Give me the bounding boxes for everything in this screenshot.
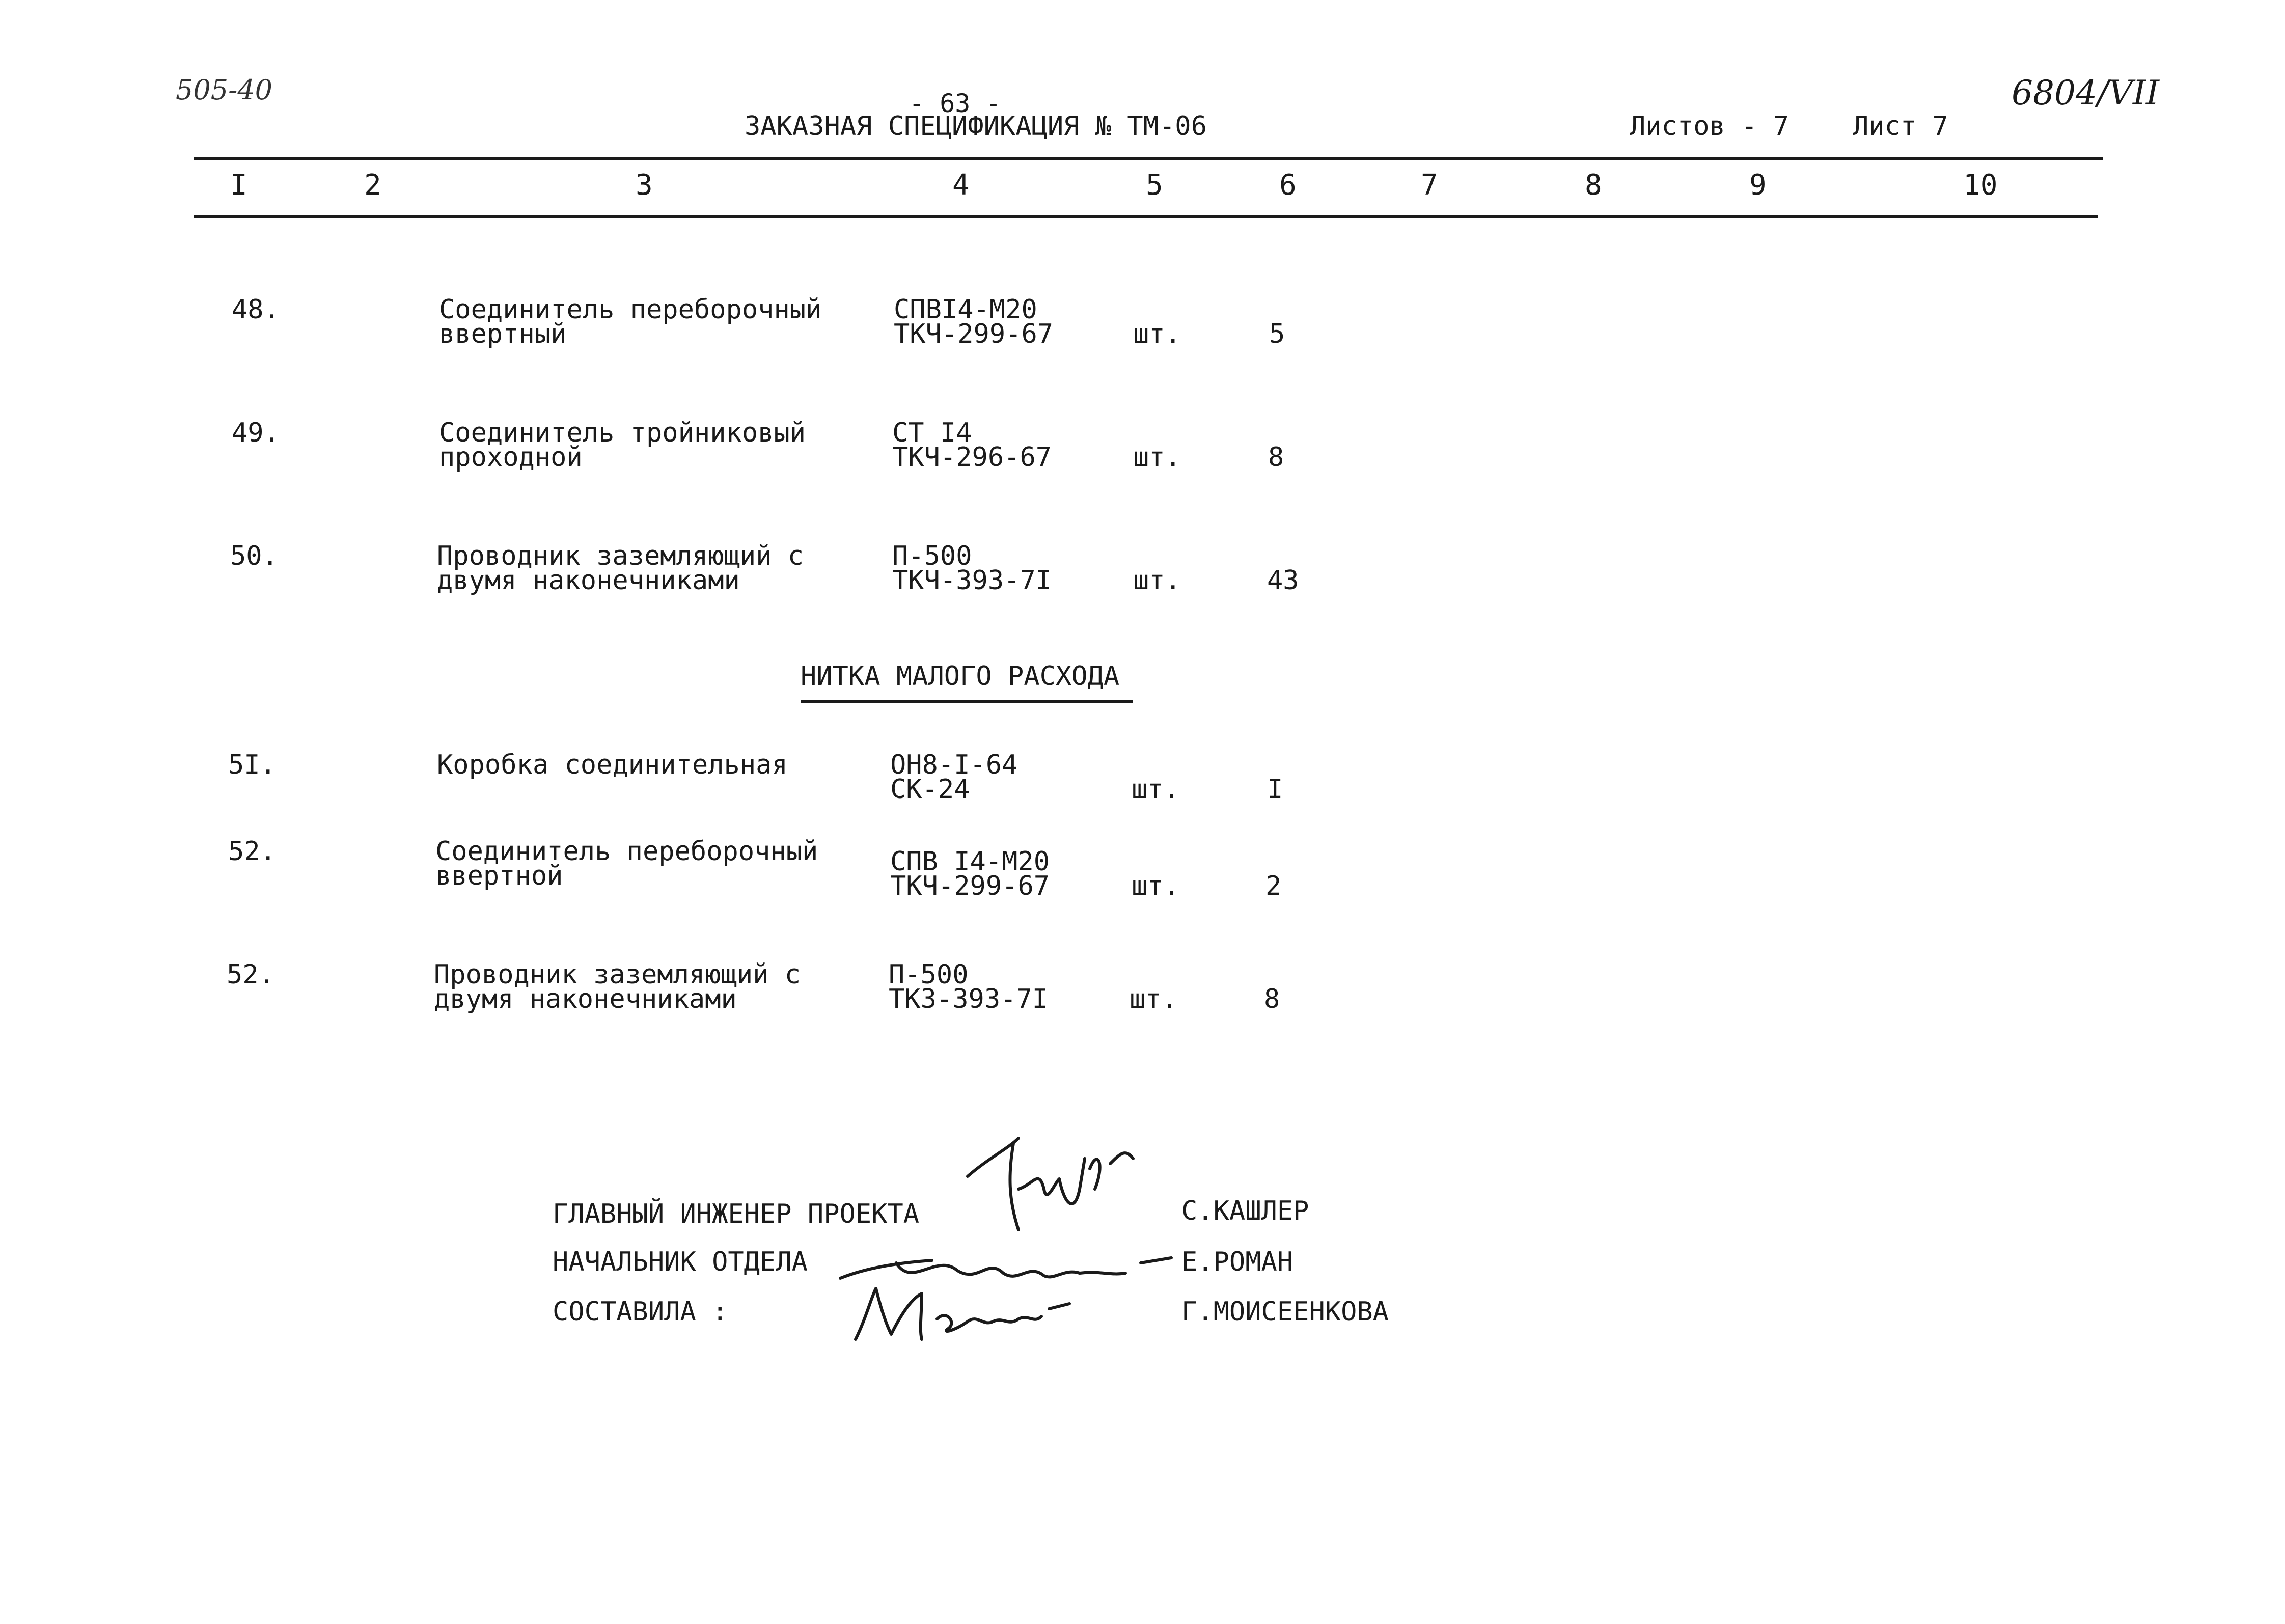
signer-name: С.КАШЛЕР: [1181, 1196, 1309, 1226]
header-top-rule: [194, 157, 2103, 160]
document-title: ЗАКАЗНАЯ СПЕЦИФИКАЦИЯ № ТМ-06: [745, 111, 1207, 142]
item-name-line1: Коробка соединительная: [437, 750, 788, 780]
column-number: 2: [364, 169, 381, 202]
item-unit: шт.: [1130, 984, 1177, 1014]
item-unit: шт.: [1133, 319, 1181, 349]
archive-stamp: 6804/VII: [2012, 73, 2160, 113]
item-name-line2: двумя наконечниками: [437, 565, 740, 596]
signer-name: Г.МОИСЕЕНКОВА: [1181, 1297, 1389, 1327]
section-heading-underline: [801, 700, 1133, 703]
item-ref-line2: СК-24: [890, 774, 970, 805]
signature-chief-engineer: [957, 1128, 1161, 1245]
signer-role: ГЛАВНЫЙ ИНЖЕНЕР ПРОЕКТА: [553, 1199, 920, 1229]
item-name-line1: Проводник заземляющий с: [437, 541, 804, 571]
sheets-total: Листов - 7: [1630, 111, 1790, 142]
item-name-line1: Проводник заземляющий с: [434, 959, 801, 990]
row-number: 52.: [227, 959, 274, 990]
item-name-line2: проходной: [439, 442, 583, 473]
item-ref-line2: ТКЧ-299-67: [894, 319, 1054, 349]
column-number: 8: [1585, 169, 1602, 202]
item-name-line1: Соединитель тройниковый: [439, 418, 806, 448]
column-number: 9: [1749, 169, 1767, 202]
item-name-line1: Соединитель переборочный: [435, 836, 818, 867]
item-ref-line2: ТКЧ-296-67: [892, 442, 1052, 473]
section-heading: НИТКА МАЛОГО РАСХОДА: [801, 661, 1120, 692]
corner-note: 505-40: [176, 74, 273, 106]
row-number: 48.: [232, 294, 280, 325]
item-name-line2: ввертный: [439, 319, 567, 349]
signature-compiler: [845, 1278, 1080, 1350]
item-ref-line2: ТКЧ-299-67: [890, 871, 1050, 901]
item-ref-line1: П-500: [889, 959, 969, 990]
item-quantity: 43: [1267, 565, 1299, 596]
row-number: 49.: [232, 418, 280, 448]
item-ref-line2: ТКЧ-393-7I: [892, 565, 1052, 596]
row-number: 52.: [228, 836, 276, 867]
item-name-line1: Соединитель переборочный: [439, 294, 822, 325]
item-unit: шт.: [1132, 774, 1179, 805]
row-number: 50.: [230, 541, 278, 571]
page-number: - 63 -: [909, 89, 1001, 118]
item-unit: шт.: [1133, 442, 1181, 473]
column-number: 6: [1279, 169, 1297, 202]
signer-name: Е.РОМАН: [1181, 1247, 1293, 1277]
column-number: 7: [1421, 169, 1438, 202]
item-ref-line1: СТ I4: [892, 418, 972, 448]
item-ref-line1: СПВI4-М20: [894, 294, 1037, 325]
column-number: I: [230, 169, 247, 202]
row-number: 5I.: [228, 750, 276, 780]
signer-role: НАЧАЛЬНИК ОТДЕЛА: [553, 1247, 808, 1277]
item-quantity: 5: [1269, 319, 1285, 349]
column-number: 5: [1146, 169, 1163, 202]
item-quantity: 8: [1268, 442, 1284, 473]
item-name-line2: двумя наконечниками: [434, 984, 737, 1014]
item-quantity: 8: [1264, 984, 1280, 1014]
item-ref-line1: П-500: [892, 541, 972, 571]
item-ref-line2: ТКЗ-393-7I: [889, 984, 1049, 1014]
item-ref-line1: ОН8-I-64: [890, 750, 1018, 780]
item-unit: шт.: [1133, 565, 1181, 596]
header-bottom-rule: [194, 215, 2098, 218]
item-quantity: I: [1267, 774, 1283, 805]
item-ref-line1: СПВ I4-М20: [890, 846, 1050, 877]
column-number: 4: [952, 169, 970, 202]
column-number: 10: [1963, 169, 1998, 202]
item-quantity: 2: [1265, 871, 1282, 901]
item-unit: шт.: [1132, 871, 1179, 901]
signer-role: СОСТАВИЛА :: [553, 1297, 728, 1327]
sheet-current: Лист 7: [1853, 111, 1948, 142]
item-name-line2: ввертной: [435, 861, 563, 891]
column-number: 3: [636, 169, 653, 202]
